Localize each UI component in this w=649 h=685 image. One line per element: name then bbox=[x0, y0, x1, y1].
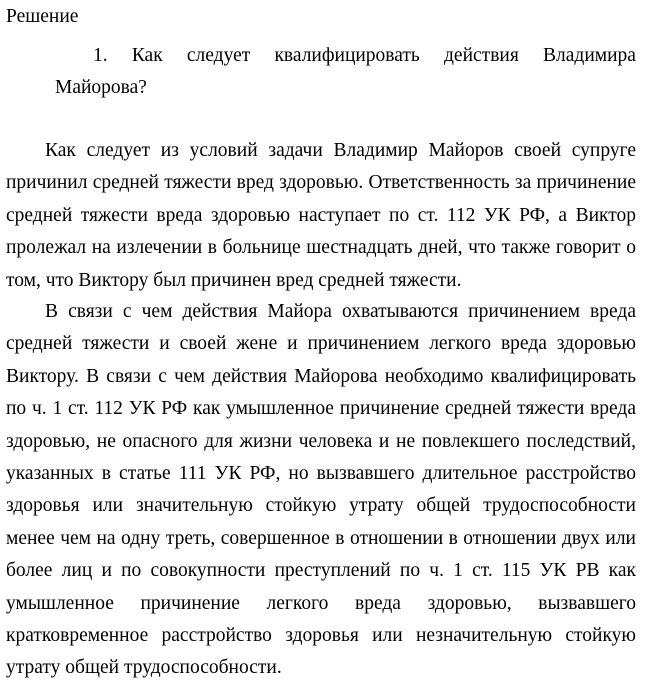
question-word: Как bbox=[131, 45, 163, 66]
question-item bbox=[55, 40, 636, 104]
question-line-1 bbox=[55, 40, 636, 72]
question-word: следует bbox=[186, 45, 251, 66]
question-word: Владимира bbox=[543, 45, 636, 66]
section-heading: Решение bbox=[6, 6, 79, 27]
question-number: 1. bbox=[93, 45, 108, 66]
question-word: квалифицировать bbox=[274, 45, 420, 66]
paragraph-2: В связи с чем действия Майора охватываются причинением вреда средней тяжести и своей жене и причинением легкого вреда здоровью Виктору. В связи с чем действия Майорова необходимо квалифицировать по ч. 1 ст. 112 УК РФ как умышленное причинение средней тяжести вреда здоровью, не опасного для жизни человека и не повлекшего последствий, указанных в статье 111 УК РФ, но вызвавшего длительное расстройство здоровья или значительную стойкую утрату общей трудоспособности менее чем на одну треть, совершенное в отношении в отношении двух или более лиц и по совокупности преступлений по ч. 1 ст. 115 УК РВ как умышленное причинение легкого вреда здоровью, вызвавшего кратковременное расстройство здоровья или незначительную стойкую утрату общей трудоспособности. bbox=[6, 301, 636, 679]
question-line-2: Майорова? bbox=[55, 77, 147, 98]
question-word: действия bbox=[444, 45, 519, 66]
paragraph-1: Как следует из условий задачи Владимир Майоров своей супруге причинил средней тяжести вред здоровью. Ответственность за причинение средней тяжести вреда здоровью наступает по ст. 112 УК РФ, а Виктор пролежал на излечении в больнице шестнадцать дней, что также говорит о том, что Виктору был причинен вред средней тяжести. bbox=[6, 140, 636, 291]
